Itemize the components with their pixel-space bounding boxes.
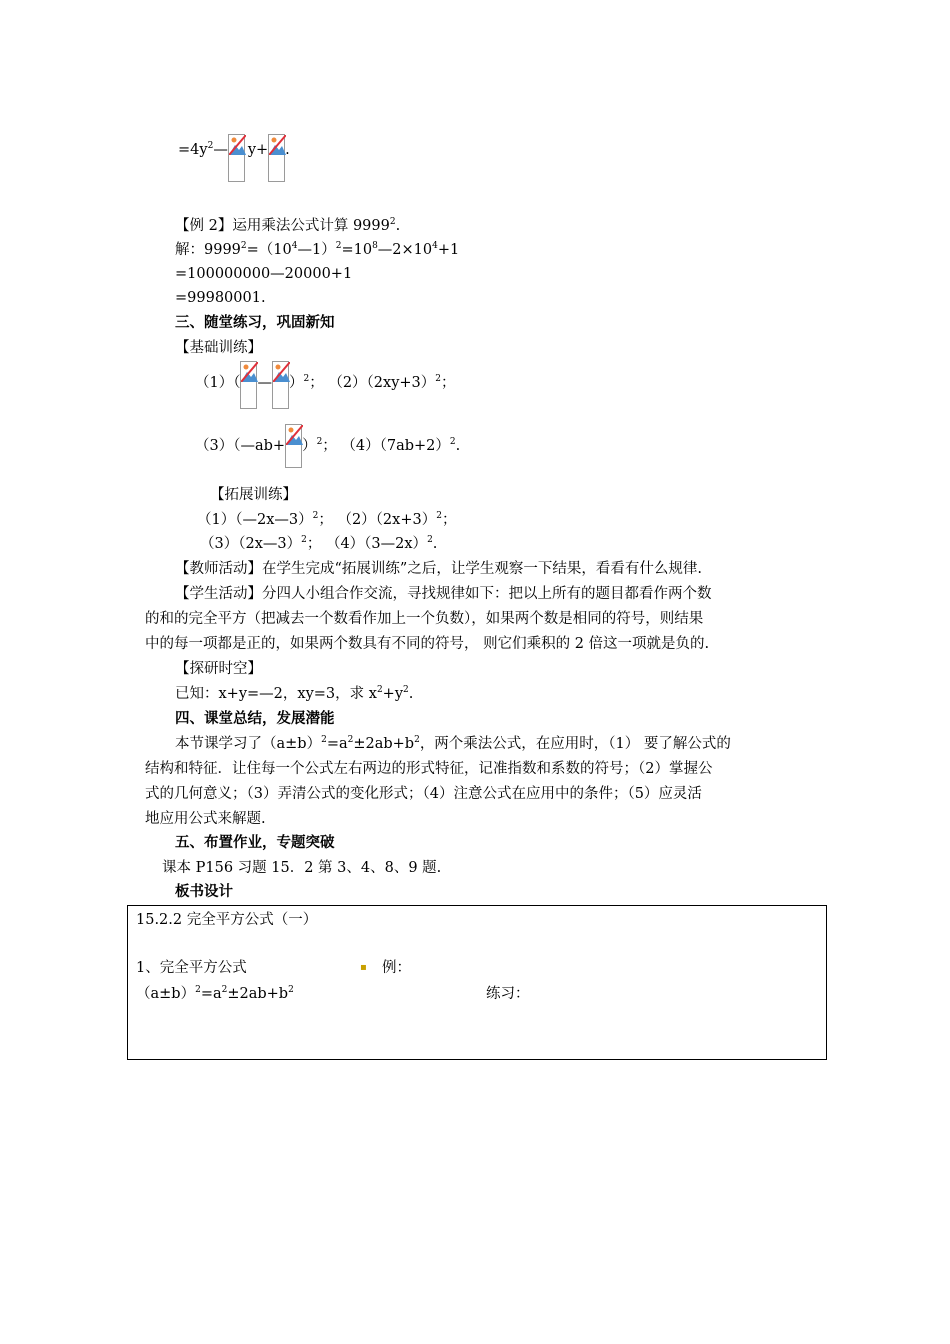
summary-line2: 结构和特征．让住每一个公式左右两边的形式特征，记准指数和系数的符号；（2）掌握公 [145, 761, 713, 777]
basic-exercise-3-4: （3）（—ab+ ）$^2$； $(4)(7ab+2)^2$. [195, 436, 460, 468]
teacher-activity: 【教师活动】在学生完成“拓展训练”之后，让学生观察一下结果，看看有什么规律. [175, 561, 702, 577]
board-design-box [127, 905, 827, 1060]
basic-training-title: 【基础训练】 [175, 340, 262, 356]
board-dot: ▪ [360, 962, 367, 973]
broken-image-icon [268, 134, 285, 182]
board-formula: $(a\pm b)^2=a^2\pm 2ab+b^2$ [136, 985, 294, 1002]
example2-line3: =100000000—20000+1 [175, 266, 353, 282]
explore-title: 【探研时空】 [175, 661, 262, 677]
extension-exercise-3-4: （3）（2x—3）$^2$； （4）（3—2x）$^2$. [200, 535, 438, 552]
top-expression: $=4y^2—$ y+ . [178, 140, 290, 182]
broken-image-icon [240, 361, 257, 409]
board-practice: 练习： [486, 986, 530, 1002]
example2-line1: 【例 2】运用乘法公式计算 9999$^2$. [175, 217, 401, 234]
board-example: 例： [382, 960, 411, 976]
broken-image-icon [272, 361, 289, 409]
homework: 课本 P156 习题 15．2 第 3、4、8、9 题. [162, 860, 442, 876]
summary-line1: 本节课学习了$(a\pm b)^2=a^2\pm 2ab+b^2$，两个乘法公式，在应用时，（1） 要了解公式的 [175, 735, 731, 752]
extension-exercise-1-2: （1）（—2x—3）$^2$； $(2)(2x+3)^2$； [197, 511, 457, 528]
board-item1: 1、完全平方公式 [136, 960, 247, 976]
section4-heading: 四、课堂总结，发展潜能 [175, 711, 335, 727]
student-activity-line2: 的和的完全平方（把减去一个数看作加上一个负数），如果两个数是相同的符号，则结果 [145, 611, 704, 627]
explore-question: 已知：x+y=—2，xy=3，求 $x^2+y^2$. [175, 685, 414, 702]
board-title: 15.2.2 完全平方公式（一） [136, 912, 318, 928]
broken-image-icon [285, 424, 302, 468]
example2-line2: 解：$9999^2=(10^4—1)^2=10^8—2\times 10^4+1$ [175, 241, 460, 258]
extension-training-title: 【拓展训练】 [210, 487, 297, 503]
student-activity-line3: 中的每一项都是正的，如果两个数具有不同的符号， 则它们乘积的 2 倍这一项就是负的. [145, 636, 710, 652]
board-design-title: 板书设计 [175, 884, 233, 900]
summary-line4: 地应用公式来解题. [145, 811, 266, 827]
broken-image-icon [228, 134, 245, 182]
student-activity-line1: 【学生活动】分四人小组合作交流，寻找规律如下：把以上所有的题目都看作两个数 [175, 586, 712, 602]
section5-heading: 五、布置作业，专题突破 [175, 835, 335, 851]
section3-heading: 三、随堂练习，巩固新知 [175, 315, 335, 331]
example2-line4: =99980001. [175, 290, 266, 306]
summary-line3: 式的几何意义；（3）弄清公式的变化形式；（4）注意公式在应用中的条件；（5）应灵活 [145, 786, 702, 802]
basic-exercise-1-2: （1）（ — ）$^2$； $(2)(2xy+3)^2$； [195, 373, 456, 409]
